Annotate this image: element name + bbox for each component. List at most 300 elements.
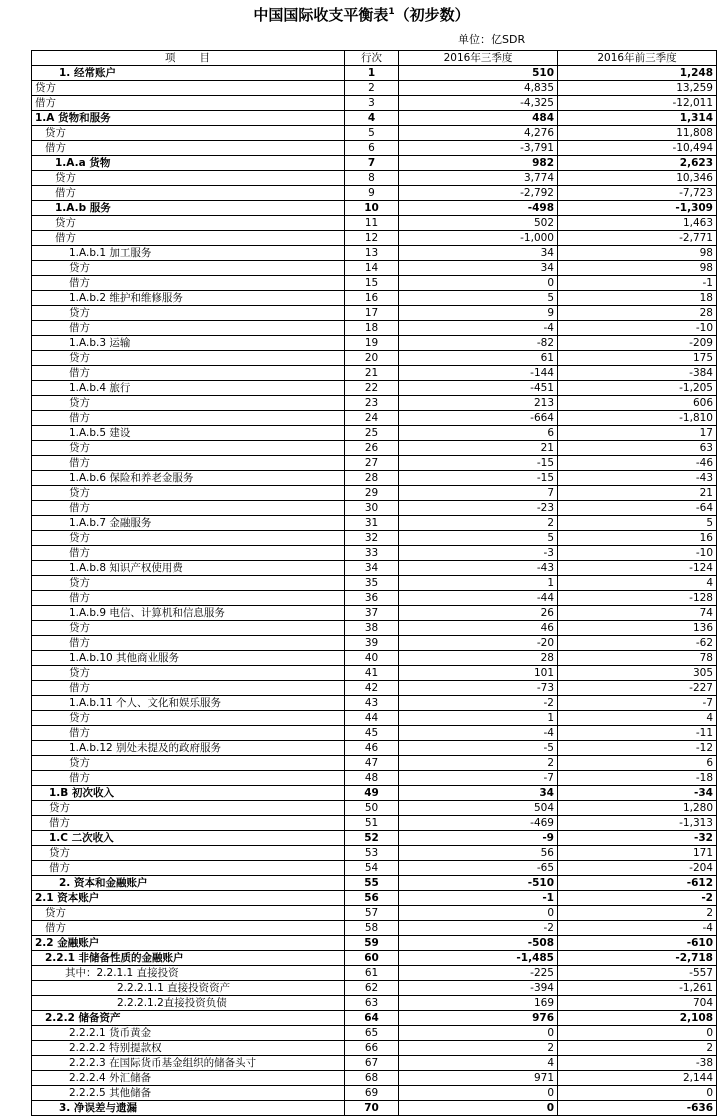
header-item: 项 目 bbox=[32, 51, 345, 66]
row-value-q3: -451 bbox=[399, 381, 558, 396]
row-value-ytd: -204 bbox=[558, 861, 717, 876]
row-value-ytd: -7,723 bbox=[558, 186, 717, 201]
table-row bbox=[32, 81, 717, 96]
row-line-number: 66 bbox=[345, 1041, 399, 1056]
table-row bbox=[32, 1101, 717, 1116]
row-label: 贷方 bbox=[32, 906, 345, 921]
row-line-number: 61 bbox=[345, 966, 399, 981]
row-value-ytd: -1,810 bbox=[558, 411, 717, 426]
row-label: 借方 bbox=[32, 636, 345, 651]
row-line-number: 54 bbox=[345, 861, 399, 876]
row-line-number: 13 bbox=[345, 246, 399, 261]
table-row bbox=[32, 666, 717, 681]
table-row bbox=[32, 291, 717, 306]
row-value-q3: 510 bbox=[399, 66, 558, 81]
table-row bbox=[32, 576, 717, 591]
row-line-number: 32 bbox=[345, 531, 399, 546]
row-value-ytd: 606 bbox=[558, 396, 717, 411]
row-value-ytd: 10,346 bbox=[558, 171, 717, 186]
row-label: 1.A.b.5 建设 bbox=[32, 426, 345, 441]
row-value-q3: 1 bbox=[399, 576, 558, 591]
row-value-ytd: 28 bbox=[558, 306, 717, 321]
row-value-ytd: 13,259 bbox=[558, 81, 717, 96]
row-line-number: 8 bbox=[345, 171, 399, 186]
row-line-number: 38 bbox=[345, 621, 399, 636]
row-label: 贷方 bbox=[32, 621, 345, 636]
table-row bbox=[32, 636, 717, 651]
row-value-q3: 7 bbox=[399, 486, 558, 501]
row-line-number: 52 bbox=[345, 831, 399, 846]
row-line-number: 51 bbox=[345, 816, 399, 831]
row-line-number: 46 bbox=[345, 741, 399, 756]
row-label: 2.2.1 非储备性质的金融账户 bbox=[32, 951, 345, 966]
row-value-q3: 3,774 bbox=[399, 171, 558, 186]
row-value-q3: -469 bbox=[399, 816, 558, 831]
row-label: 借方 bbox=[32, 681, 345, 696]
row-line-number: 62 bbox=[345, 981, 399, 996]
row-label: 贷方 bbox=[32, 351, 345, 366]
row-value-q3: -1,000 bbox=[399, 231, 558, 246]
row-line-number: 39 bbox=[345, 636, 399, 651]
table-row bbox=[32, 426, 717, 441]
table-row bbox=[32, 306, 717, 321]
row-value-ytd: -1,309 bbox=[558, 201, 717, 216]
row-line-number: 12 bbox=[345, 231, 399, 246]
row-label: 借方 bbox=[32, 321, 345, 336]
title-text: 中国国际收支平衡表 bbox=[253, 6, 389, 24]
row-line-number: 57 bbox=[345, 906, 399, 921]
row-line-number: 56 bbox=[345, 891, 399, 906]
row-value-ytd: 2,144 bbox=[558, 1071, 717, 1086]
row-label: 2. 资本和金融账户 bbox=[32, 876, 345, 891]
row-label: 1.A.b 服务 bbox=[32, 201, 345, 216]
row-value-ytd: -128 bbox=[558, 591, 717, 606]
table-row bbox=[32, 276, 717, 291]
row-value-ytd: -34 bbox=[558, 786, 717, 801]
row-line-number: 60 bbox=[345, 951, 399, 966]
row-value-ytd: -557 bbox=[558, 966, 717, 981]
table-row bbox=[32, 876, 717, 891]
row-label: 借方 bbox=[32, 501, 345, 516]
table-row bbox=[32, 1011, 717, 1026]
row-line-number: 21 bbox=[345, 366, 399, 381]
row-value-ytd: -7 bbox=[558, 696, 717, 711]
row-line-number: 44 bbox=[345, 711, 399, 726]
row-label: 贷方 bbox=[32, 666, 345, 681]
row-value-q3: -20 bbox=[399, 636, 558, 651]
row-line-number: 4 bbox=[345, 111, 399, 126]
table-row bbox=[32, 726, 717, 741]
row-value-q3: -664 bbox=[399, 411, 558, 426]
row-line-number: 22 bbox=[345, 381, 399, 396]
row-value-q3: 0 bbox=[399, 1101, 558, 1116]
row-label: 借方 bbox=[32, 366, 345, 381]
row-value-q3: -23 bbox=[399, 501, 558, 516]
row-value-q3: -7 bbox=[399, 771, 558, 786]
row-value-ytd: 2 bbox=[558, 906, 717, 921]
row-label: 2.2.2.1 货币黄金 bbox=[32, 1026, 345, 1041]
row-label: 借方 bbox=[32, 186, 345, 201]
row-value-q3: -144 bbox=[399, 366, 558, 381]
table-row bbox=[32, 141, 717, 156]
row-value-ytd: 63 bbox=[558, 441, 717, 456]
row-value-q3: -1 bbox=[399, 891, 558, 906]
row-label: 借方 bbox=[32, 276, 345, 291]
table-row bbox=[32, 486, 717, 501]
row-line-number: 10 bbox=[345, 201, 399, 216]
row-value-q3: 0 bbox=[399, 906, 558, 921]
table-row bbox=[32, 936, 717, 951]
row-value-q3: -2,792 bbox=[399, 186, 558, 201]
row-line-number: 63 bbox=[345, 996, 399, 1011]
table-row bbox=[32, 951, 717, 966]
table-row bbox=[32, 351, 717, 366]
row-line-number: 28 bbox=[345, 471, 399, 486]
row-line-number: 3 bbox=[345, 96, 399, 111]
row-value-q3: -2 bbox=[399, 696, 558, 711]
row-line-number: 45 bbox=[345, 726, 399, 741]
header-col1: 2016年三季度 bbox=[399, 51, 558, 66]
table-row bbox=[32, 651, 717, 666]
row-label: 1. 经常账户 bbox=[32, 66, 345, 81]
table-row bbox=[32, 126, 717, 141]
table-row bbox=[32, 411, 717, 426]
table-row bbox=[32, 786, 717, 801]
row-label: 借方 bbox=[32, 456, 345, 471]
row-value-q3: -9 bbox=[399, 831, 558, 846]
row-value-q3: 34 bbox=[399, 786, 558, 801]
table-row bbox=[32, 216, 717, 231]
row-label: 借方 bbox=[32, 141, 345, 156]
row-label: 2.2.2.4 外汇储备 bbox=[32, 1071, 345, 1086]
row-value-ytd: -124 bbox=[558, 561, 717, 576]
row-line-number: 9 bbox=[345, 186, 399, 201]
row-label: 2.2.2 储备资产 bbox=[32, 1011, 345, 1026]
table-row bbox=[32, 816, 717, 831]
row-value-q3: 2 bbox=[399, 1041, 558, 1056]
row-line-number: 68 bbox=[345, 1071, 399, 1086]
header-row bbox=[32, 51, 717, 66]
row-label: 1.A.b.1 加工服务 bbox=[32, 246, 345, 261]
row-line-number: 17 bbox=[345, 306, 399, 321]
row-value-q3: 0 bbox=[399, 1086, 558, 1101]
row-value-q3: 213 bbox=[399, 396, 558, 411]
row-line-number: 31 bbox=[345, 516, 399, 531]
row-value-q3: 34 bbox=[399, 246, 558, 261]
row-line-number: 69 bbox=[345, 1086, 399, 1101]
table-row bbox=[32, 1026, 717, 1041]
row-value-ytd: -46 bbox=[558, 456, 717, 471]
row-line-number: 65 bbox=[345, 1026, 399, 1041]
row-value-ytd: 1,280 bbox=[558, 801, 717, 816]
row-value-ytd: -2 bbox=[558, 891, 717, 906]
row-line-number: 25 bbox=[345, 426, 399, 441]
row-value-q3: -4 bbox=[399, 321, 558, 336]
row-value-q3: -3,791 bbox=[399, 141, 558, 156]
table-row bbox=[32, 96, 717, 111]
table-row bbox=[32, 801, 717, 816]
row-value-q3: 4,276 bbox=[399, 126, 558, 141]
row-line-number: 6 bbox=[345, 141, 399, 156]
row-value-ytd: 5 bbox=[558, 516, 717, 531]
row-label: 1.A.b.11 个人、文化和娱乐服务 bbox=[32, 696, 345, 711]
table-row bbox=[32, 186, 717, 201]
row-value-q3: -15 bbox=[399, 456, 558, 471]
table-row bbox=[32, 171, 717, 186]
row-line-number: 36 bbox=[345, 591, 399, 606]
row-value-q3: 6 bbox=[399, 426, 558, 441]
row-value-q3: 56 bbox=[399, 846, 558, 861]
table-row bbox=[32, 531, 717, 546]
row-value-ytd: -12 bbox=[558, 741, 717, 756]
row-label: 2.2.2.1.1 直接投资资产 bbox=[32, 981, 345, 996]
row-value-q3: 34 bbox=[399, 261, 558, 276]
row-value-ytd: 136 bbox=[558, 621, 717, 636]
table-row bbox=[32, 366, 717, 381]
row-label: 1.A.b.4 旅行 bbox=[32, 381, 345, 396]
table-row bbox=[32, 966, 717, 981]
row-value-q3: 0 bbox=[399, 276, 558, 291]
row-label: 借方 bbox=[32, 861, 345, 876]
row-value-q3: -4,325 bbox=[399, 96, 558, 111]
row-line-number: 29 bbox=[345, 486, 399, 501]
row-label: 贷方 bbox=[32, 126, 345, 141]
row-label: 1.A.a 货物 bbox=[32, 156, 345, 171]
row-value-ytd: -209 bbox=[558, 336, 717, 351]
row-line-number: 42 bbox=[345, 681, 399, 696]
row-line-number: 23 bbox=[345, 396, 399, 411]
row-value-ytd: -384 bbox=[558, 366, 717, 381]
table-row bbox=[32, 906, 717, 921]
row-label: 借方 bbox=[32, 591, 345, 606]
row-value-q3: 2 bbox=[399, 756, 558, 771]
table-row bbox=[32, 996, 717, 1011]
row-line-number: 5 bbox=[345, 126, 399, 141]
table-row bbox=[32, 246, 717, 261]
row-value-ytd: 6 bbox=[558, 756, 717, 771]
row-line-number: 53 bbox=[345, 846, 399, 861]
row-line-number: 26 bbox=[345, 441, 399, 456]
row-value-q3: 5 bbox=[399, 531, 558, 546]
row-value-q3: 502 bbox=[399, 216, 558, 231]
unit-label: 单位：亿SDR bbox=[458, 33, 526, 46]
table-row bbox=[32, 1086, 717, 1101]
table-row bbox=[32, 201, 717, 216]
row-label: 1.A.b.10 其他商业服务 bbox=[32, 651, 345, 666]
row-label: 贷方 bbox=[32, 531, 345, 546]
table-row bbox=[32, 831, 717, 846]
row-label: 借方 bbox=[32, 921, 345, 936]
row-label: 贷方 bbox=[32, 756, 345, 771]
row-line-number: 20 bbox=[345, 351, 399, 366]
row-label: 贷方 bbox=[32, 216, 345, 231]
row-line-number: 24 bbox=[345, 411, 399, 426]
row-label: 1.A.b.8 知识产权使用费 bbox=[32, 561, 345, 576]
row-label: 2.1 资本账户 bbox=[32, 891, 345, 906]
table-row bbox=[32, 696, 717, 711]
table-row bbox=[32, 981, 717, 996]
row-line-number: 1 bbox=[345, 66, 399, 81]
row-label: 1.A.b.7 金融服务 bbox=[32, 516, 345, 531]
row-value-q3: -225 bbox=[399, 966, 558, 981]
row-value-ytd: -612 bbox=[558, 876, 717, 891]
row-label: 2.2.2.2 特别提款权 bbox=[32, 1041, 345, 1056]
row-value-q3: 101 bbox=[399, 666, 558, 681]
row-line-number: 64 bbox=[345, 1011, 399, 1026]
row-label: 借方 bbox=[32, 231, 345, 246]
title-footnote-mark: 1 bbox=[388, 7, 395, 17]
row-label: 借方 bbox=[32, 96, 345, 111]
table-row bbox=[32, 741, 717, 756]
row-label: 3. 净误差与遗漏 bbox=[32, 1101, 345, 1116]
page-title bbox=[0, 5, 723, 25]
table-row bbox=[32, 621, 717, 636]
table-row bbox=[32, 546, 717, 561]
row-line-number: 43 bbox=[345, 696, 399, 711]
row-label: 2.2.2.5 其他储备 bbox=[32, 1086, 345, 1101]
row-value-ytd: -10 bbox=[558, 321, 717, 336]
row-value-ytd: 4 bbox=[558, 576, 717, 591]
row-value-ytd: 1,314 bbox=[558, 111, 717, 126]
row-value-ytd: 2 bbox=[558, 1041, 717, 1056]
header-line: 行次 bbox=[345, 51, 399, 66]
row-label: 贷方 bbox=[32, 171, 345, 186]
row-value-ytd: -4 bbox=[558, 921, 717, 936]
row-value-ytd: 21 bbox=[558, 486, 717, 501]
row-value-q3: 21 bbox=[399, 441, 558, 456]
row-label: 其中：2.2.1.1 直接投资 bbox=[32, 966, 345, 981]
row-value-q3: -1,485 bbox=[399, 951, 558, 966]
table-row bbox=[32, 156, 717, 171]
row-label: 贷方 bbox=[32, 306, 345, 321]
row-value-ytd: 11,808 bbox=[558, 126, 717, 141]
row-line-number: 47 bbox=[345, 756, 399, 771]
row-value-ytd: 4 bbox=[558, 711, 717, 726]
row-value-q3: 4,835 bbox=[399, 81, 558, 96]
row-value-ytd: -610 bbox=[558, 936, 717, 951]
row-value-ytd: -11 bbox=[558, 726, 717, 741]
row-value-q3: -73 bbox=[399, 681, 558, 696]
table-row bbox=[32, 456, 717, 471]
row-value-q3: -44 bbox=[399, 591, 558, 606]
row-label: 借方 bbox=[32, 771, 345, 786]
row-value-ytd: -18 bbox=[558, 771, 717, 786]
row-value-ytd: -1,261 bbox=[558, 981, 717, 996]
balance-of-payments-table bbox=[31, 50, 717, 1116]
row-line-number: 16 bbox=[345, 291, 399, 306]
title-suffix: （初步数） bbox=[394, 6, 470, 24]
row-value-ytd: 704 bbox=[558, 996, 717, 1011]
row-value-q3: 982 bbox=[399, 156, 558, 171]
row-line-number: 27 bbox=[345, 456, 399, 471]
table-row bbox=[32, 321, 717, 336]
row-line-number: 55 bbox=[345, 876, 399, 891]
row-value-q3: 2 bbox=[399, 516, 558, 531]
row-value-q3: -15 bbox=[399, 471, 558, 486]
row-line-number: 19 bbox=[345, 336, 399, 351]
row-label: 贷方 bbox=[32, 846, 345, 861]
row-value-ytd: -2,718 bbox=[558, 951, 717, 966]
row-line-number: 30 bbox=[345, 501, 399, 516]
table-row bbox=[32, 441, 717, 456]
table-row bbox=[32, 921, 717, 936]
row-value-ytd: -62 bbox=[558, 636, 717, 651]
row-line-number: 40 bbox=[345, 651, 399, 666]
row-value-ytd: -2,771 bbox=[558, 231, 717, 246]
row-value-ytd: 2,108 bbox=[558, 1011, 717, 1026]
row-value-ytd: -1,205 bbox=[558, 381, 717, 396]
row-line-number: 50 bbox=[345, 801, 399, 816]
row-value-q3: -82 bbox=[399, 336, 558, 351]
row-value-ytd: 98 bbox=[558, 246, 717, 261]
row-value-ytd: -10,494 bbox=[558, 141, 717, 156]
row-value-q3: -394 bbox=[399, 981, 558, 996]
row-label: 1.A 货物和服务 bbox=[32, 111, 345, 126]
row-line-number: 33 bbox=[345, 546, 399, 561]
row-value-ytd: 74 bbox=[558, 606, 717, 621]
row-label: 贷方 bbox=[32, 711, 345, 726]
header-col2: 2016年前三季度 bbox=[558, 51, 717, 66]
table-body bbox=[32, 66, 717, 1116]
row-value-q3: 61 bbox=[399, 351, 558, 366]
row-value-q3: -43 bbox=[399, 561, 558, 576]
table-row bbox=[32, 771, 717, 786]
row-line-number: 18 bbox=[345, 321, 399, 336]
row-value-q3: 9 bbox=[399, 306, 558, 321]
row-label: 1.A.b.3 运输 bbox=[32, 336, 345, 351]
row-value-q3: 971 bbox=[399, 1071, 558, 1086]
row-line-number: 15 bbox=[345, 276, 399, 291]
row-value-q3: 1 bbox=[399, 711, 558, 726]
row-label: 借方 bbox=[32, 816, 345, 831]
row-value-q3: -5 bbox=[399, 741, 558, 756]
row-value-ytd: 2,623 bbox=[558, 156, 717, 171]
row-value-ytd: 98 bbox=[558, 261, 717, 276]
row-value-q3: 976 bbox=[399, 1011, 558, 1026]
row-line-number: 41 bbox=[345, 666, 399, 681]
row-label: 1.A.b.9 电信、计算机和信息服务 bbox=[32, 606, 345, 621]
row-line-number: 59 bbox=[345, 936, 399, 951]
row-value-q3: -498 bbox=[399, 201, 558, 216]
row-line-number: 2 bbox=[345, 81, 399, 96]
table-row bbox=[32, 861, 717, 876]
row-value-ytd: -1,313 bbox=[558, 816, 717, 831]
row-value-q3: -508 bbox=[399, 936, 558, 951]
row-label: 2.2 金融账户 bbox=[32, 936, 345, 951]
row-value-ytd: -227 bbox=[558, 681, 717, 696]
row-value-q3: -65 bbox=[399, 861, 558, 876]
table-row bbox=[32, 231, 717, 246]
table-row bbox=[32, 891, 717, 906]
row-value-q3: 5 bbox=[399, 291, 558, 306]
row-value-ytd: 175 bbox=[558, 351, 717, 366]
table-row bbox=[32, 681, 717, 696]
row-line-number: 49 bbox=[345, 786, 399, 801]
row-value-ytd: 78 bbox=[558, 651, 717, 666]
row-value-ytd: 1,248 bbox=[558, 66, 717, 81]
row-line-number: 35 bbox=[345, 576, 399, 591]
row-label: 借方 bbox=[32, 726, 345, 741]
table-row bbox=[32, 711, 717, 726]
table-row bbox=[32, 111, 717, 126]
row-label: 1.B 初次收入 bbox=[32, 786, 345, 801]
row-value-q3: 4 bbox=[399, 1056, 558, 1071]
row-value-q3: -510 bbox=[399, 876, 558, 891]
row-label: 2.2.2.1.2直接投资负债 bbox=[32, 996, 345, 1011]
table-row bbox=[32, 1041, 717, 1056]
row-label: 贷方 bbox=[32, 396, 345, 411]
row-value-ytd: 305 bbox=[558, 666, 717, 681]
